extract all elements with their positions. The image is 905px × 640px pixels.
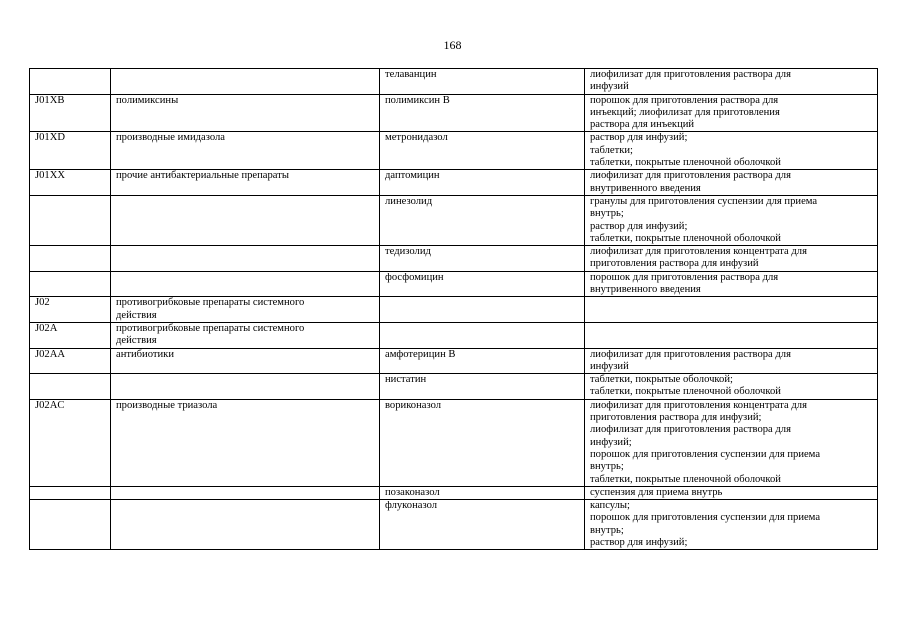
atc-code-cell: J01XX [30, 170, 111, 196]
group-name-cell-line: антибиотики [116, 348, 175, 360]
dosage-forms-cell-line: приготовления раствора для инфузий [590, 258, 759, 270]
drug-name-cell: полимиксин В [380, 94, 585, 132]
dosage-forms-cell-line: инфузий [590, 360, 629, 372]
drug-name-cell [380, 297, 585, 323]
dosage-forms-cell-line: раствор для инфузий; [590, 220, 688, 232]
dosage-forms-cell-line: капсулы; [590, 500, 630, 512]
atc-code-cell [30, 374, 111, 400]
dosage-forms-cell-line: раствор для инфузий; [590, 536, 688, 548]
group-name-cell [111, 94, 380, 132]
group-name-cell [111, 170, 380, 196]
atc-code-cell [30, 69, 111, 95]
dosage-forms-cell [585, 322, 878, 348]
table-row [30, 322, 878, 348]
group-name-cell-line: действия [116, 309, 157, 321]
dosage-forms-cell [585, 271, 878, 297]
atc-code-cell: J02AC [30, 399, 111, 486]
group-name-cell [111, 271, 380, 297]
group-name-cell-line: производные триазола [116, 399, 218, 411]
atc-code-cell: J02AA [30, 348, 111, 374]
table-row [30, 486, 878, 499]
dosage-forms-cell-line: порошок для приготовления суспензии для приема [590, 448, 821, 460]
dosage-forms-cell-line: порошок для приготовления раствора для [590, 271, 779, 283]
dosage-forms-cell-line: порошок для приготовления раствора для [590, 94, 779, 106]
dosage-forms-cell [585, 195, 878, 245]
dosage-forms-cell-line: лиофилизат для приготовления раствора для [590, 424, 791, 436]
drug-name-cell: даптомицин [380, 170, 585, 196]
dosage-forms-cell-line: таблетки; [590, 144, 633, 156]
group-name-cell [111, 348, 380, 374]
dosage-forms-cell-line: суспензия для приема внутрь [590, 486, 723, 498]
dosage-forms-cell-line: лиофилизат для приготовления раствора для [590, 69, 791, 80]
dosage-forms-cell-line: таблетки, покрытые пленочной оболочкой [590, 386, 781, 398]
drug-name-cell: вориконазол [380, 399, 585, 486]
group-name-cell [111, 195, 380, 245]
group-name-cell [111, 486, 380, 499]
dosage-forms-cell-line: лиофилизат для приготовления концентрата для [590, 399, 807, 411]
atc-code-cell: J02A [30, 322, 111, 348]
drug-name-cell: амфотерицин В [380, 348, 585, 374]
drug-name-cell: фосфомицин [380, 271, 585, 297]
dosage-forms-cell [585, 69, 878, 95]
group-name-cell-line: противогрибковые препараты системного [116, 322, 305, 334]
dosage-forms-cell-line: внутрь; [590, 524, 624, 536]
drug-name-cell: тедизолид [380, 246, 585, 272]
drug-name-cell [380, 322, 585, 348]
drug-name-cell: нистатин [380, 374, 585, 400]
group-name-cell [111, 374, 380, 400]
drug-name-cell: линезолид [380, 195, 585, 245]
group-name-cell [111, 132, 380, 170]
table-row [30, 246, 878, 272]
drug-name-cell: флуконазол [380, 500, 585, 550]
table-body [30, 69, 878, 550]
dosage-forms-cell [585, 170, 878, 196]
atc-code-cell [30, 271, 111, 297]
table-row [30, 271, 878, 297]
table-row [30, 94, 878, 132]
table-row [30, 195, 878, 245]
dosage-forms-cell-line: таблетки, покрытые пленочной оболочкой [590, 157, 781, 169]
table-row [30, 348, 878, 374]
group-name-cell-line: производные имидазола [116, 132, 225, 144]
table-row [30, 132, 878, 170]
dosage-forms-cell [585, 399, 878, 486]
table-row [30, 500, 878, 550]
dosage-forms-cell-line: инфузий; [590, 436, 632, 448]
drug-name-cell: телаванцин [380, 69, 585, 95]
table-row [30, 297, 878, 323]
atc-code-cell: J02 [30, 297, 111, 323]
dosage-forms-cell [585, 246, 878, 272]
dosage-forms-cell-line: внутривенного введения [590, 284, 701, 296]
group-name-cell [111, 500, 380, 550]
page-number: 168 [443, 38, 462, 52]
dosage-forms-cell-line: лиофилизат для приготовления концентрата для [590, 246, 807, 258]
dosage-forms-cell [585, 348, 878, 374]
dosage-forms-cell-line: таблетки, покрытые пленочной оболочкой [590, 232, 781, 244]
atc-code-cell: J01XD [30, 132, 111, 170]
dosage-forms-cell-line: порошок для приготовления суспензии для приема [590, 512, 821, 524]
group-name-cell-line: полимиксины [116, 94, 179, 106]
table-row [30, 374, 878, 400]
group-name-cell [111, 297, 380, 323]
atc-code-cell [30, 195, 111, 245]
dosage-forms-cell [585, 374, 878, 400]
drug-table [29, 68, 878, 550]
dosage-forms-cell [585, 132, 878, 170]
dosage-forms-cell-line: лиофилизат для приготовления раствора для [590, 348, 791, 360]
dosage-forms-cell-line: лиофилизат для приготовления раствора для [590, 170, 791, 182]
atc-code-cell [30, 486, 111, 499]
dosage-forms-cell-line: внутривенного введения [590, 182, 701, 194]
group-name-cell-line: прочие антибактериальные препараты [116, 170, 289, 182]
group-name-cell [111, 399, 380, 486]
drug-name-cell: метронидазол [380, 132, 585, 170]
table-row [30, 69, 878, 95]
dosage-forms-cell-line: инъекций; лиофилизат для приготовления [590, 106, 780, 118]
dosage-forms-cell [585, 500, 878, 550]
group-name-cell [111, 69, 380, 95]
dosage-forms-cell [585, 486, 878, 499]
dosage-forms-cell [585, 297, 878, 323]
dosage-forms-cell-line: приготовления раствора для инфузий; [590, 412, 762, 424]
atc-code-cell: J01XB [30, 94, 111, 132]
dosage-forms-cell-line: раствор для инфузий; [590, 132, 688, 144]
group-name-cell-line: действия [116, 335, 157, 347]
table-row [30, 170, 878, 196]
dosage-forms-cell-line: внутрь; [590, 461, 624, 473]
dosage-forms-cell-line: раствора для инъекций [590, 119, 695, 131]
drug-name-cell: позаконазол [380, 486, 585, 499]
dosage-forms-cell-line: внутрь; [590, 208, 624, 220]
dosage-forms-cell-line: инфузий [590, 81, 629, 93]
group-name-cell [111, 246, 380, 272]
dosage-forms-cell [585, 94, 878, 132]
group-name-cell-line: противогрибковые препараты системного [116, 297, 305, 309]
group-name-cell [111, 322, 380, 348]
atc-code-cell [30, 500, 111, 550]
dosage-forms-cell-line: таблетки, покрытые пленочной оболочкой [590, 473, 781, 485]
dosage-forms-cell-line: гранулы для приготовления суспензии для приема [590, 195, 818, 207]
table-row [30, 399, 878, 486]
atc-code-cell [30, 246, 111, 272]
dosage-forms-cell-line: таблетки, покрытые оболочкой; [590, 374, 733, 386]
